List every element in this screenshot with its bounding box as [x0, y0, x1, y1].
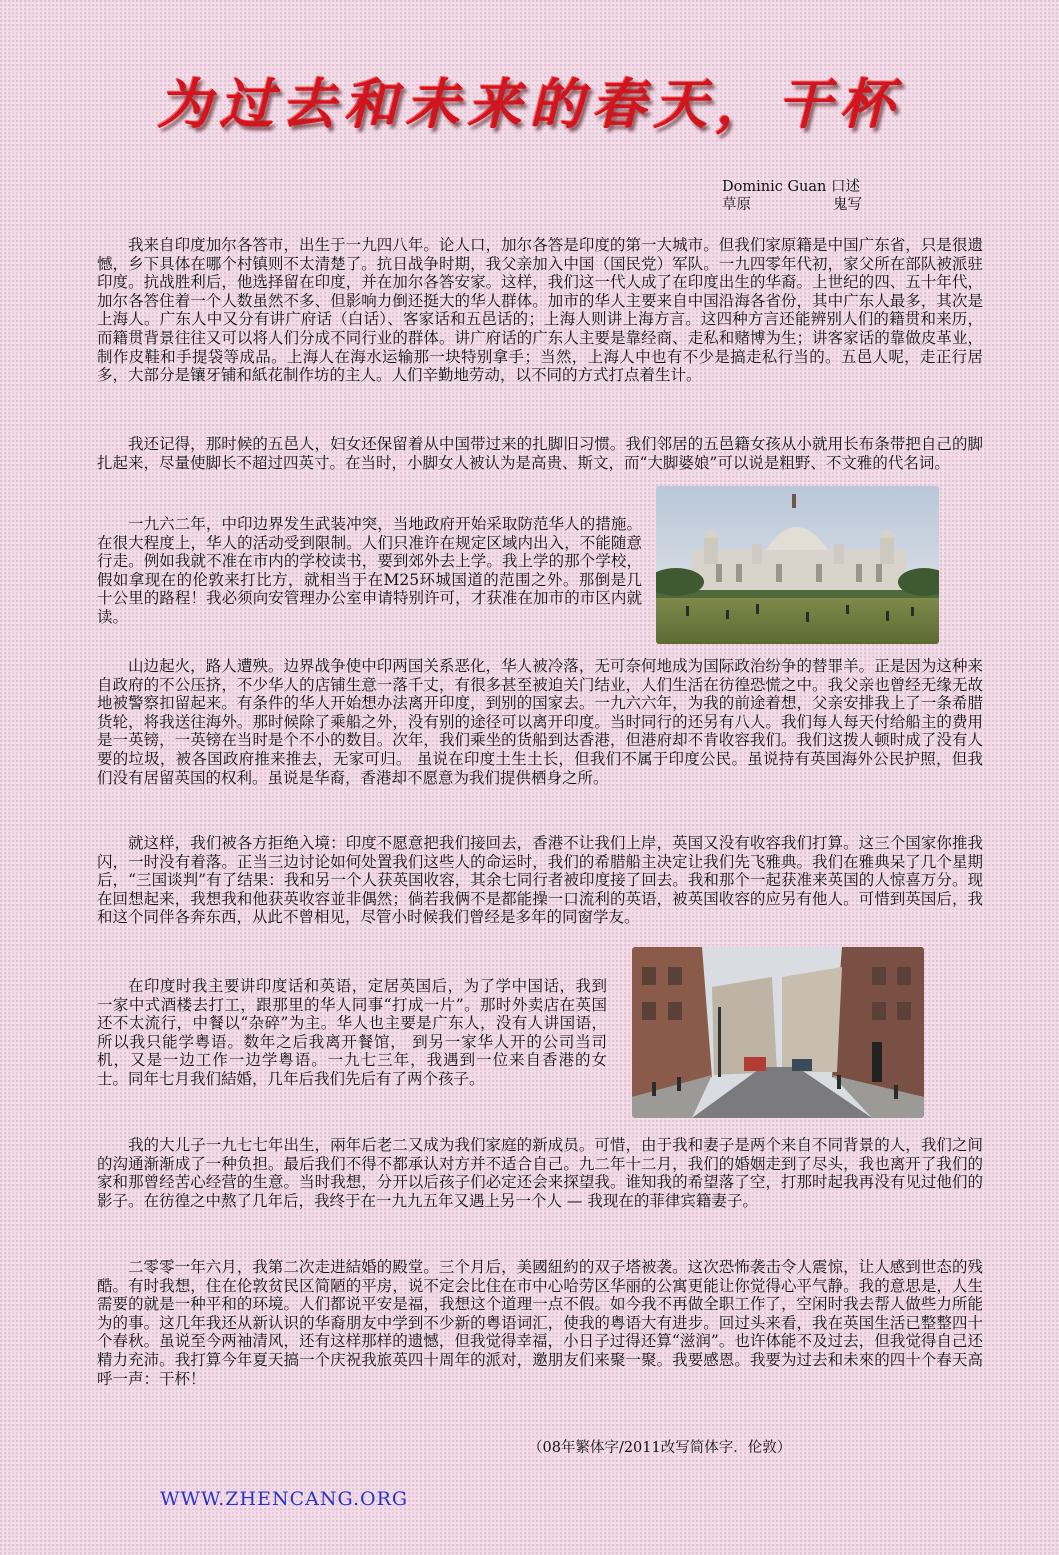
byline-writer-right: 鬼写 [833, 197, 862, 213]
victoria-memorial-photo [656, 486, 939, 644]
paragraph-1: 我来自印度加尔各答市，出生于一九四八年。论人口，加尔各答是印度的第一大城市。但我们家原籍是中国广东省，只是很遗憾，乡下具体在哪个村镇则不太清楚了。抗日战争时期，我父亲加入中国（国民党）军队。一九四零年代初，家父所在部队被派驻印度。抗战胜利后，他选择留在印度，并在加尔各答安家。这样，我们这一代人成了在印度出生的华裔。上世纪的四、五十年代，加尔各答住着一个人数虽然不多、但影响力倒还挺大的华人群体。加市的华人主要来自中国沿海各省份，其中广东人最多，其次是上海人。广东人中又分有讲广府话（白话）、客家话和五邑话的；上海人则讲上海方言。这四种方言还能辨别人们的籍贯和来历，而籍贯背景往往又可以将人们分成不同行业的群体。讲广府话的广东人主要是靠经商、走私和赌博为生；讲客家话的靠做皮革业，制作皮鞋和手提袋等成品。上海人在海水运输那一块特别拿手；当然，上海人中也有不少是搞走私行当的。五邑人呢，走正行居多，大部分是镶牙铺和紙花制作坊的主人。人们辛勤地劳动，以不同的方式打点着生计。 [97, 236, 983, 385]
footnote: （08年繁体字/2011改写简体字．伦敦） [528, 1440, 792, 1456]
website-link[interactable]: WWW.ZHENCANG.ORG [160, 1488, 409, 1510]
article-title: 为过去和未来的春天，干杯 [157, 72, 902, 136]
paragraph-6: 在印度时我主要讲印度话和英语，定居英国后，为了学中国话，我到一家中式酒楼去打工，跟那里的华人同事“打成一片”。那时外卖店在英国还不太流行，中餐以“杂碎”为主。华人也主要是广东人，没有人讲国语，所以我只能学粤语。数年之后我离开餐馆， 到另一家华人开的公司当司机，又是一边工作一边学粤语。一九七三年，我遇到一位来自香港的女士。同年七月我们結婚，几年后我们先后有了两个孩子。 [97, 977, 607, 1088]
paragraph-8: 二零零一年六月，我第二次走进結婚的殿堂。三个月后，美國紐約的双子塔被袭。这次恐怖袭击令人震惊，让人感到世态的残酷。有时我想，住在伦敦贫民区简陋的平房，说不定会比住在市中心哈劳区华丽的公寓更能让你觉得心平气静。我的意思是，人生需要的就是一种平和的环境。人们都说平安是福，我想这个道理一点不假。如今我不再做全职工作了，空闲时我去帮人做些力所能为的事。这几年我还从新认识的华裔朋友中学到不少新的粤语词汇，使我的粤语大有进步。回过头来看，我在英国生活已整整四十个春秋。虽说至今两袖清风，还有这样那样的遗憾，但我觉得幸福，小日子过得还算“滋润”。也许体能不及过去，但我觉得自己还精力充沛。我打算今年夏天搞一个庆祝我旅英四十周年的派对，邀朋友们来聚一聚。我要感恩。我要为过去和未來的四十个春天高呼一声：干杯！ [97, 1258, 983, 1388]
byline-narrator: Dominic Guan 口述 [722, 179, 860, 195]
paragraph-2: 我还记得，那时候的五邑人，妇女还保留着从中国带过来的扎脚旧习惯。我们邻居的五邑籍女孩从小就用长布条带把自己的脚扎起来，尽量使脚长不超过四英寸。在当时，小脚女人被认为是高贵、斯文，而“大脚婆娘”可以说是粗野、不文雅的代名词。 [97, 435, 983, 472]
paragraph-7: 我的大儿子一九七七年出生，兩年后老二又成为我们家庭的新成员。可惜，由于我和妻子是两个来自不同背景的人，我们之间的沟通渐渐成了一种负担。最后我们不得不都承认对方并不适合自己。九二年十二月，我们的婚姻走到了尽头，我也离开了我们的家和那曾经苦心经营的生意。当时我想，分开以后孩子们必定还会来探望我。谁知我的希望落了空，打那时起我再没有见过他们的影子。在彷徨之中熬了几年后，我终于在一九九五年又遇上另一个人 — 我现在的菲律宾籍妻子。 [97, 1136, 983, 1210]
paragraph-5: 就这样，我们被各方拒绝入境：印度不愿意把我们接回去，香港不让我们上岸，英国又没有收容我们打算。这三个国家你推我闪，一时没有着落。正当三边讨论如何处置我们这些人的命运时，我们的希腊船主决定让我们先飞雅典。我们在雅典呆了几个星期后，“三国谈判”有了结果：我和另一个人获英国收容，其余七同行者被印度接了回去。我和那个一起获准来英国的人惊喜万分。现在回想起来，我想我和他获英收容並非偶然；倘若我俩不是都能操一口流利的英语，被英国收容的应另有他人。可惜到英国后，我和这个同伴各奔东西，从此不曾相见，尽管小时候我们曾经是多年的同窗学友。 [97, 834, 983, 927]
byline-writer-left: 草原 [722, 197, 751, 213]
london-street-photo [632, 947, 924, 1118]
paragraph-4: 山边起火，路人遭殃。边界战争使中印两国关系恶化，华人被冷落，无可奈何地成为国际政治纷争的替罪羊。正是因为这种来自政府的不公压挤，不少华人的店铺生意一落千丈，有很多甚至被迫关门结业，人们生活在彷徨恐慌之中。我父亲也曾经无缘无故地被警察扣留起来。有条件的华人开始想办法离开印度，到别的国家去。一九六六年，为我的前途着想，父亲安排我上了一条希腊货轮，将我送往海外。那时候除了乘船之外，没有别的途径可以离开印度。当时同行的还另有八人。我们每人每天付给船主的费用是一英镑，一英镑在当时是个不小的数目。次年，我们乘坐的货船到达香港，但港府却不肯收容我们。我们这拨人顿时成了没有人要的垃圾，被各国政府推来推去，无家可归。 虽说在印度土生土长，但我们不属于印度公民。虽说持有英国海外公民护照，但我们没有居留英国的权利。虽说是华裔，香港却不愿意为我们提供栖身之所。 [97, 657, 983, 787]
paragraph-3: 一九六二年，中印边界发生武装冲突，当地政府开始采取防范华人的措施。在很大程度上，华人的活动受到限制。人们只准许在规定区域内出入，不能随意行走。例如我就不准在市内的学校读书，要到郊外去上学。我上学的那个学校，假如拿现在的伦敦来打比方，就相当于在M25环城国道的范围之外。那倒是几十公里的路程！我必须向安管理办公室申请特别许可，才获准在加市的市区内就读。 [97, 515, 642, 626]
byline [722, 178, 942, 214]
byline-writer [722, 196, 942, 214]
